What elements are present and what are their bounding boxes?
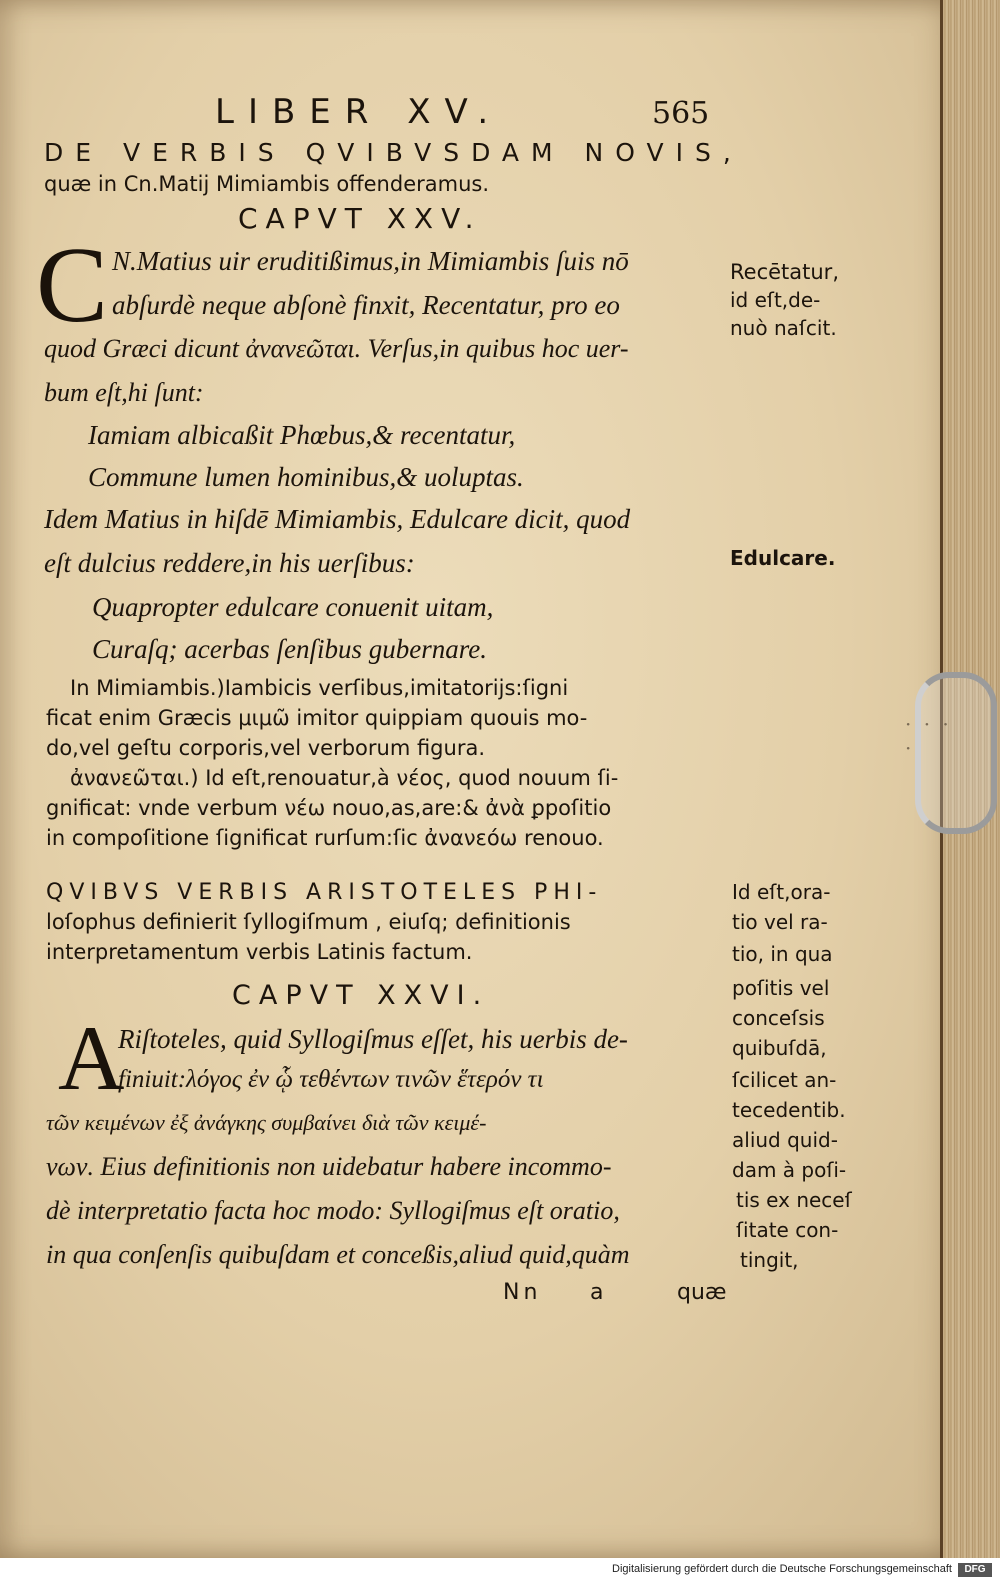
margin-def-7: ſcilicet an- [732,1068,837,1092]
note-line-4: ἀνανεῶται.) Id eſt,renouatur,à νέος, quod nouum ſi- [70,766,619,790]
margin-def-8: tecedentib. [732,1098,846,1122]
dfg-logo: DFG [958,1563,992,1577]
note-line-6: in compoſitione ſignificat rurſum:ſic ἀνανεόω renouo. [46,826,604,850]
verse2-line-1: Quapropter edulcare conuenit uitam, [92,592,494,622]
note-line-3: do,vel geſtu corporis,vel verborum figura. [46,736,486,760]
note-line-1: In Mimiambis.)Iambicis verſibus,imitatorijs:ſigni [70,676,569,700]
signature-number: a [590,1280,604,1305]
clip-dots: · · · · [905,712,952,760]
ch25-line-2: abſurdè neque abſonè finxit, Recentatur, pro eo [112,290,620,320]
chapter-25-heading: DE VERBIS QVIBVSDAM NOVIS, [44,138,743,167]
ch26-line-4: νων. Eius definitionis non uidebatur habere incommo- [46,1152,612,1181]
margin-recentatur-1: Recētatur, [730,260,839,284]
chapter-25-subheading: quæ in Cn.Matij Mimiambis offenderamus. [44,172,489,196]
drop-cap-a: A [58,1007,125,1109]
margin-edulcare: Edulcare. [730,546,836,570]
chapter-26-caput: CAPVT XXVI. [232,980,490,1011]
verse2-line-2: Curaſq; acerbas ſenſibus gubernare. [92,634,487,664]
margin-def-1: Id eſt,ora- [732,880,831,904]
drop-cap-c: C [36,226,109,345]
margin-def-4: poſitis vel [732,976,830,1000]
note-line-2: ficat enim Græcis μιμῶ imitor quippiam quouis mo- [46,706,588,730]
ch26-line-5: dè interpretatio facta hoc modo: Syllogiſmus eſt oratio, [46,1196,620,1225]
ch25-line-3: quod Græci dicunt ἀνανεῶται. Verſus,in quibus hoc uer- [44,334,629,363]
margin-def-2: tio vel ra- [732,910,828,934]
footer-bar [0,1558,1000,1583]
ch26-line-2: finiuit:λόγος ἐν ᾧ τεθέντων τινῶν ἕτερόν τι [118,1066,544,1093]
margin-def-10: dam à poſi- [732,1158,847,1182]
chapter-26-heading-2: loſophus definierit ſyllogiſmum , eiuſq; definitionis [46,910,571,934]
margin-def-3: tio, in qua [732,942,833,966]
running-title: LIBER XV. [215,92,503,132]
ch26-line-3: τῶν κειμένων ἐξ ἀνάγκης συμβαίνει διὰ τῶν κειμέ- [46,1110,487,1135]
margin-recentatur-2: id eſt,de- [730,288,821,312]
margin-def-9: aliud quid- [732,1128,838,1152]
chapter-25-caput: CAPVT XXV. [238,202,482,235]
footer-credit: Digitalisierung gefördert durch die Deutsche Forschungsgemeinschaft [612,1563,952,1575]
chapter-26-heading-1: QVIBVS VERBIS ARISTOTELES PHI- [46,880,603,905]
margin-recentatur-3: nuò naſcit. [730,316,837,340]
ch26-line-6: in qua conſenſis quibuſdam et conceßis,aliud quid,quàm [46,1240,630,1269]
margin-def-5: conceſsis [732,1006,825,1030]
signature-mark: Nn [503,1280,542,1305]
ch25-line-4: bum eſt,hi ſunt: [44,378,204,407]
ch25-line-1: N.Matius uir eruditißimus,in Mimiambis ſuis nō [112,246,629,276]
margin-def-13: tingit, [740,1248,799,1272]
ch25-mid-line-1: Idem Matius in hiſdē Mimiambis, Edulcare dicit, quod [44,504,631,534]
verse1-line-1: Iamiam albicaßit Phœbus,& recentatur, [88,420,516,450]
chapter-26-heading-3: interpretamentum verbis Latinis factum. [46,940,473,964]
note-line-5: gnificat: vnde verbum νέω nouo,as,are:& ἀνὰ ꝑpoſitio [46,796,612,820]
page-number: 565 [652,96,710,131]
margin-def-12: ſitate con- [736,1218,839,1242]
ch26-line-1: Riſtoteles, quid Syllogiſmus eſſet, his uerbis de- [118,1024,628,1054]
margin-def-6: quibuſdā, [732,1036,827,1060]
margin-def-11: tis ex neceſ [736,1188,852,1212]
catchword: quæ [677,1280,727,1305]
verse1-line-2: Commune lumen hominibus,& uoluptas. [88,462,524,492]
ch25-mid-line-2: eſt dulcius reddere,in his uerſibus: [44,548,415,578]
